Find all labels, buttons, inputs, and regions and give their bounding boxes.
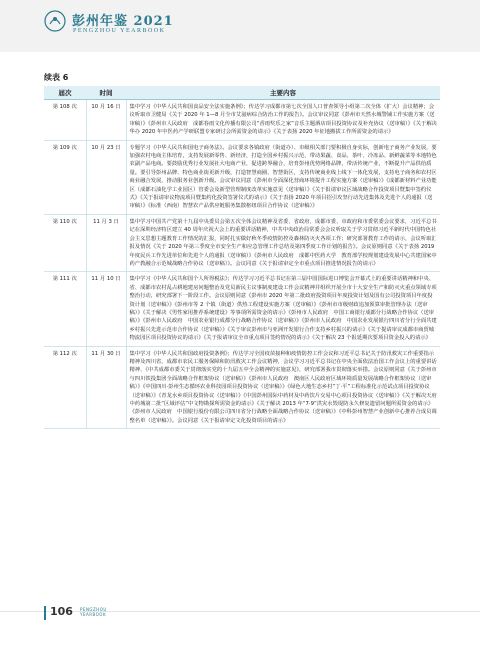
yearbook-title: 彭州年鉴 2021: [72, 14, 174, 29]
date-cell: 11 月 3 日: [86, 214, 126, 271]
footer-mark-line2: YEARBOOK: [80, 612, 107, 617]
meetings-table: [44, 86, 440, 429]
session-cell: 第 111 次: [44, 272, 86, 346]
column-header-content: 主要内容: [126, 86, 440, 100]
session-cell: 第 109 次: [44, 140, 86, 214]
date-cell: 10 月 23 日: [86, 140, 126, 214]
content-cell: 专题学习《中华人民共和国电子商务法》。会议要求各镇政府（街道办）、市级相关部门要积极自身实际，创新电子商务产业发展，要加强农村电商主体培育，支持发展新零售、新经济，打造全国乡村振兴示范，带动果蔬、食品、茶叶、冷冻品、新鲜蔬菜等本地特色农副产品电商。要鼓励优秀行业发展社大电商产业，促进跨界融合，培育彭州优势网络品牌，带活传统产业，不断提升产品供给质量。要引导彭州品牌、特色商业街更新升级，打造智慧商圈、智慧街区，支持传统商业线上线下一体化发展，支持电子商务和农村区商业融合发展，推动服务业创新升级。会议审议同意《彭州市全面深化营商环境提升工程实施方案（送审稿）》《成都新材料产业功能区（成都石油化学工业园区）管委会及新型管理制度改革实施意见（送审稿）》《关于报请审议区域战略合作投资项目暨集中签约仪式》《关于报请审议物流项目暨集约化投资签署仪式的请示》《关于表扬 2020 年项目招引攻坚行动先进集体及先进个人的通报（送审稿）》《标准（西南）智慧农产品供应链服务集散枢纽项目合作协议（送审稿）》: [126, 140, 440, 214]
session-cell: 第 108 次: [44, 100, 86, 141]
table-caption: 续表 6: [44, 73, 69, 82]
footer-accent-bar: [44, 606, 46, 620]
table-header-row: [44, 86, 440, 100]
footer-mark: [80, 607, 140, 617]
yearbook-subtitle: PENGZHOU YEARBOOK: [73, 28, 166, 34]
content-cell: 集中学习《中华人民共和国食品安全法实施条例》；传达学习成都市第七次全国人口普查领导小组第二次全体（扩大）会议精神；会议听取市卫健局《关于 2020 年 1—8 月全市艾滋病综合防治工作的报告》。会议审议同意《彭州市天然水城警铺工作实施方案（送审稿）》《彭州市人民政府 成都春雨文化传播有限公司“香雨奖乐之家”音乐主题酒店项目投资协议及补充协议（送审稿）》《关于解决华办 2020 年中医药产学研联盟专家研讨会所需资金的请示》《关于表扬 2020 年征地搬拔工作所需资金的请示》: [126, 100, 440, 141]
table-row: [44, 100, 440, 141]
date-cell: 10 月 16 日: [86, 100, 126, 141]
content-cell: 集中学习中国共产党第十九届中央委员会第五次全体会议精神及省委、省政府、成都市委、市政府和市委常委会议要求，习近平总书记在深圳经济特区建立 40 周年庆祝大会上的重要讲话精神，中共中央政治局常委会会议听取关于学习贯彻习近平新时代中国特色社会主义思想主题教育工作情况的汇报，同时扎实做好秋冬季疫情防控及森林防灭火各项工作；研究部署教育工作的请示，会议听取汇报及情况《关于 2020 年第三季度全市安全生产和应急管理工作总结及第四季度工作计划的报告》。会议原则同意《关于表扬 2019 年度民兵工作先进单位和先进个人的通报（送审稿）》《彭州市人民政府 成都中医药大学 教育部学校规划建设发展中心共建国家中药产教融合示范城战略合作协议（送审稿）》。会议同意《关于报请审定全市重点项目推进情况报告的请示》: [126, 214, 440, 271]
table-row: [44, 272, 440, 346]
page-header: [0, 0, 480, 52]
table-row: [44, 214, 440, 271]
content-cell: 集中学习《中华人民共和国政府投资条例》；传达学习全国疫苗接种和疫情防控工作会议和习近平总书记关于防汛救灾工作重要指示精神及四川省、成都市农民工服务保障和防汛救灾工作会议精神，会议学习习近平总书记在中央全面依法治国工作会议上的重要讲话精神、《中共成都市委关于贯彻落实党的十九届五中全会精神的实施意见》，研究部署我市贯彻落实举措。会议原则同意《关于彭州市与四川铁投集团全面战略合作框架协议（送审稿）》《彭州市人民政府 澳南区人民政府区域环境质量发展战略合作框架协议（送审稿）》《中国四川·彭州生态循环农业科技园项目投资协议（送审稿）》《绿色大地生态乡村“丁·平”工程标准化示范试点项目投资协议（送审稿）》《青龙水乡项目投资协议（送审稿）》《中国彭州国际中药材及中药饮片交易中心项目投资协议（送审稿）》《关于解决天府中药城第二批“区域评估”中文物勘探所需资金的请示》《关于解决 2013 年“7·9”洪灾水毁堤防永久修复遗留问题所需资金的请示》《彭州市人民政府 中国银行股份有限公司四川省分行战略全面战略合作协议（送审稿）》《中科彭州智慧产业创新中心推荐合成员调整名单（送审稿）》。会议同意《关于报请审定文化投资项目的请示》: [126, 346, 440, 429]
yearbook-logo-icon: [44, 10, 66, 32]
page-number: 106: [50, 605, 73, 618]
column-header-date: 时间: [86, 86, 126, 100]
table-row: [44, 140, 440, 214]
content-cell: 集中学习《中华人民共和国个人所得税法》；传达学习习近平总书记在第三届中国国际进口博览会开幕式上的重要讲话精神和中央、省、成都市农村乱占耕地建房问题整治及党员新民主议事制度建设工作会议精神并组织开展全市十大安全生产和防灭火重点领域专项整治行动，研究部署下一阶段工作。会议原则同意《彭州市 2020 年第二批政府投资项目年度投资计划及国有公司投资项目年度投资计划（送审稿）》《彭州市等 2 个镇（街道）供热工程建设实施方案（送审稿）》《彭州市市级财政追加预算审批管理办法（送审稿）》《关于解决《男性家用推荐系统建设》等事项所需资金的请示》《彭州市人民政府 中国工商银行成都分行战略合作协议（送审稿）》《彭州市人民政府 中国农业银行成都分行战略合作协议（送审稿）》《彭州市人民政府 中国农业发展银行四川省分行全面共建乡村振兴先进示范市合作协议（送审稿）》《关于审议彭州市与亚洲开发银行合作支持乡村振兴的请示》《关于提请审议成都市商贸城物流园区项目投资协议的请示》《关于报请审议全市重点项目签约情况的请示》《关于解决 23 个报延期次要项目资金投入的请示》: [126, 272, 440, 346]
session-cell: 第 112 次: [44, 346, 86, 429]
table-row: [44, 346, 440, 429]
session-cell: 第 110 次: [44, 214, 86, 271]
date-cell: 11 月 30 日: [86, 346, 126, 429]
column-header-session: 届次: [44, 86, 86, 100]
footer-mark-line1: PENGZHOU: [80, 607, 107, 612]
date-cell: 11 月 10 日: [86, 272, 126, 346]
